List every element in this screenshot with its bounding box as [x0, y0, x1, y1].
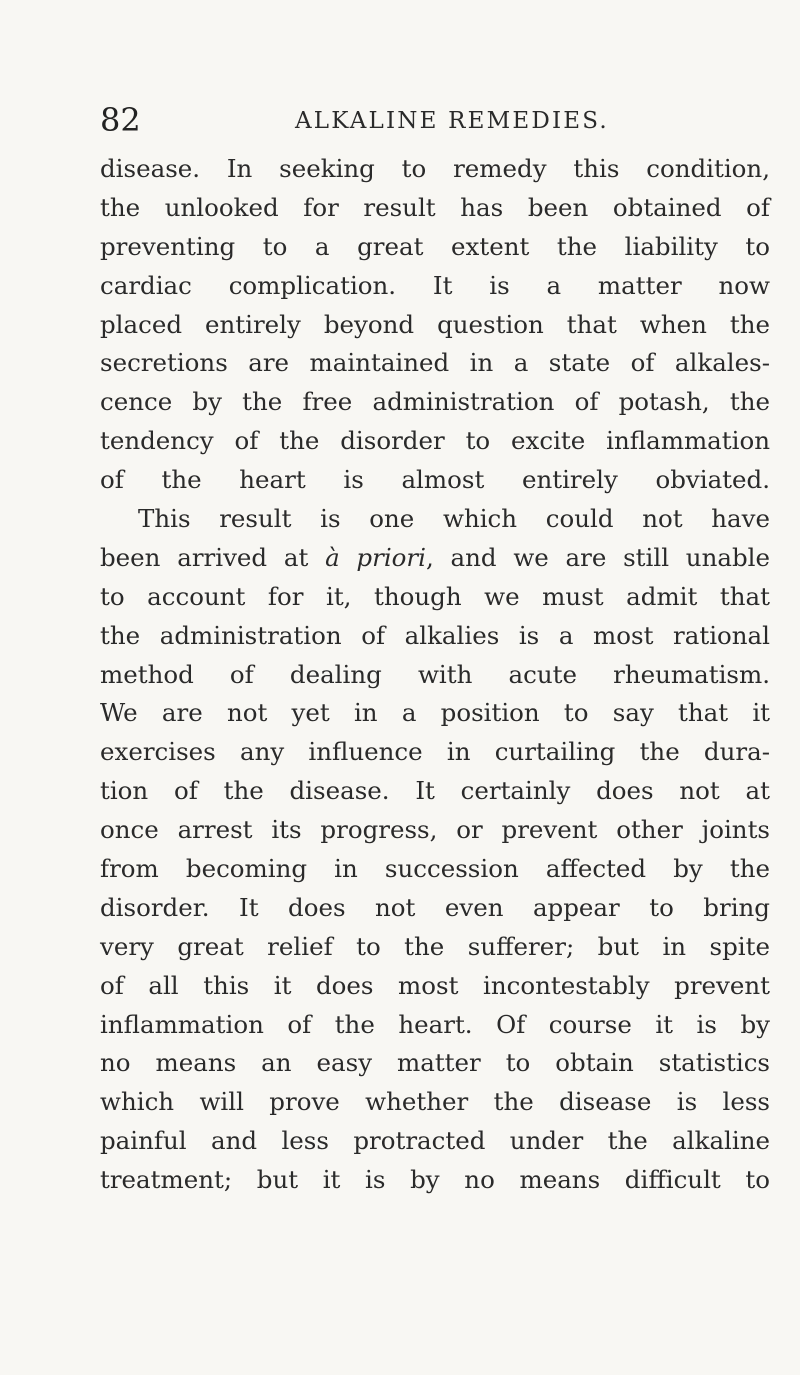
text-segment: tendency of the disorder to excite inflammation	[100, 426, 770, 456]
text-line	[100, 1044, 770, 1083]
text-line	[100, 1161, 770, 1200]
text-line	[100, 578, 770, 617]
text-segment: placed entirely beyond question that when the	[100, 309, 770, 339]
italic-phrase: à priori	[325, 542, 426, 572]
text-segment: been arrived at	[100, 542, 326, 572]
text-line	[100, 850, 770, 889]
running-head: ALKALINE REMEDIES.	[295, 108, 609, 134]
text-segment: inflammation of the heart. Of course it is by	[100, 1009, 770, 1039]
text-segment: very great relief to the sufferer; but in spite	[100, 931, 770, 961]
text-segment: disease. In seeking to remedy this condition,	[100, 154, 770, 183]
text-line	[100, 150, 770, 189]
text-line	[100, 500, 770, 539]
text-line	[100, 1122, 770, 1161]
text-line	[100, 694, 770, 733]
text-line	[100, 461, 770, 500]
text-line	[100, 1083, 770, 1122]
text-line	[100, 422, 770, 461]
text-line	[100, 928, 770, 967]
text-segment: of the heart is almost entirely obviated.	[100, 465, 770, 495]
text-segment: cence by the free administration of potash, the	[100, 387, 770, 417]
text-segment: method of dealing with acute rheumatism.	[100, 659, 770, 689]
text-segment: from becoming in succession affected by the	[100, 854, 770, 884]
text-segment: secretions are maintained in a state of alkales-	[100, 348, 770, 378]
text-segment: , and we are still unable	[425, 542, 770, 572]
text-segment: disorder. It does not even appear to bring	[100, 892, 770, 922]
text-segment: the administration of alkalies is a most rational	[100, 620, 770, 650]
text-line	[100, 539, 770, 578]
text-line	[100, 889, 770, 928]
text-line	[100, 267, 770, 306]
text-line	[100, 617, 770, 656]
text-segment: of all this it does most incontestably prevent	[100, 970, 770, 1000]
text-line	[100, 733, 770, 772]
text-segment: which will prove whether the disease is less	[100, 1087, 770, 1117]
text-segment: exercises any influence in curtailing the dura-	[100, 737, 770, 767]
text-line	[100, 967, 770, 1006]
text-line	[100, 228, 770, 267]
text-line	[100, 306, 770, 345]
text-segment: no means an easy matter to obtain statistics	[100, 1048, 770, 1078]
text-line	[100, 1006, 770, 1045]
text-segment: preventing to a great extent the liability to	[100, 231, 770, 261]
text-line	[100, 772, 770, 811]
text-segment: We are not yet in a position to say that it	[100, 698, 770, 728]
text-segment: tion of the disease. It certainly does not at	[100, 776, 770, 806]
text-line	[100, 344, 770, 383]
text-segment: cardiac complication. It is a matter now	[100, 270, 770, 300]
text-line	[100, 656, 770, 695]
page-header	[100, 100, 770, 140]
text-segment: once arrest its progress, or prevent other joints	[100, 815, 770, 845]
text-segment: to account for it, though we must admit that	[100, 581, 770, 611]
text-segment: the unlooked for result has been obtained of	[100, 192, 770, 222]
page-number: 82	[100, 101, 141, 139]
text-segment: treatment; but it is by no means difficult to	[100, 1165, 770, 1195]
text-segment: painful and less protracted under the alkaline	[100, 1126, 770, 1156]
text-line	[100, 811, 770, 850]
text-line	[100, 383, 770, 422]
body-text	[100, 150, 770, 1200]
text-segment: This result is one which could not have	[138, 504, 770, 534]
text-line	[100, 189, 770, 228]
